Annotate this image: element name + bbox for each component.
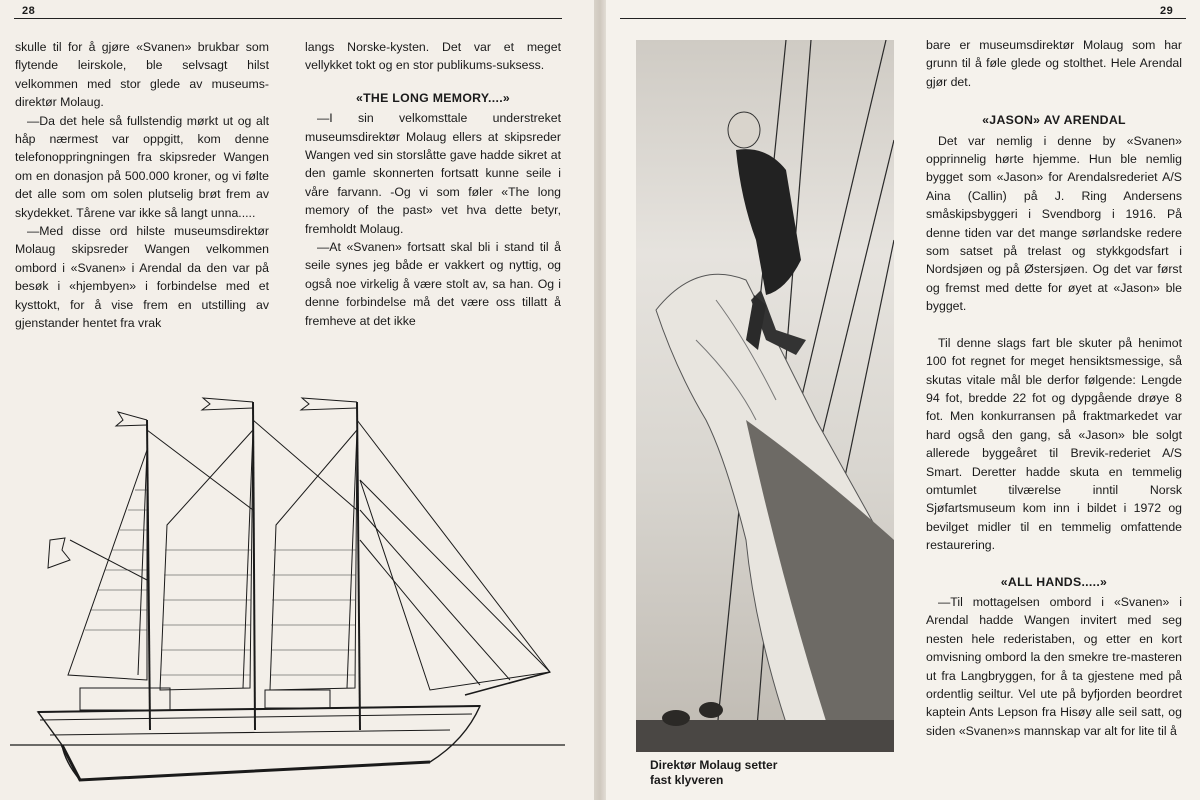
paragraph: langs Norske-kysten. Det var et meget vellykket tokt og en stor publikums-suksess. <box>305 40 561 73</box>
photo-caption <box>650 758 777 788</box>
paragraph: skulle til for å gjøre «Svanen» brukbar som flytende leirskole, ble selvsagt hilst velkommen med stor glede av museums-direktør Molaug. <box>15 40 269 110</box>
left-column-1 <box>15 38 269 333</box>
paragraph: —At «Svanen» fortsatt skal bli i stand til å seile synes jeg både er vakkert og nyttig, og også noe virkelig å være stolt av, sa han. Og i denne forbindelse må det være oss tillatt å fremheve at det ikke <box>305 240 561 328</box>
photo-illustration <box>636 40 894 752</box>
paragraph: —I sin velkomsttale understreket museumsdirektør Molaug ellers at skipsreder Wangen ved sin storslåtte gave hadde sikret at den gamle skonnerten fortsatt kunne seile i våre farvann. -Og vi som føler «The long memory of the past» vet hva dette betyr, fremholdt Molaug. <box>305 111 561 236</box>
page-number-left: 28 <box>22 5 36 17</box>
paragraph: —Til mottagelsen ombord i «Svanen» i Arendal hadde Wangen invitert med seg nesten hele rederistaben, og etter en kort omvisning ombord la den smekre tre-masteren ut fra Langbryggen, for å ta gjestene med på ordentlig seiltur. Vel ute på byfjorden beordret kaptein Ants Lepson fra Hisøy alle seil satt, og siden «Svanen»s mannskap var alt for lite til å <box>926 594 1182 738</box>
schooner-drawing <box>10 390 570 790</box>
photo-molaug-on-bowsprit <box>636 40 894 752</box>
section-heading: «JASON» AV ARENDAL <box>982 113 1126 128</box>
book-gutter <box>594 0 606 800</box>
section-heading: «THE LONG MEMORY....» <box>355 90 511 105</box>
paragraph: Det var nemlig i denne by «Svanen» opprinnelig hørte hjemme. Hun ble nemlig bygget som «Jason» for Arendalsrederiet A/S Aina (Callin) på J. Ring Andersens småskipsbyggeri i Svendborg i 1916. På denne tiden var det mange sørlandske redere som satset på trelast og stykkgodsfart i Nordsjøen og på Østersjøen. Og det var først og fremst med dette for øyet at «Jason» ble bygget. <box>926 133 1182 314</box>
left-page <box>0 0 594 800</box>
paragraph: —Da det hele så fullstendig mørkt ut og alt håp nærmest var oppgitt, kom denne telefonoppringningen fra skipsreder Wangen om en donasjon på 500.000 kroner, og vi følte det alle som om solen plutselig brøt frem av skydekket. Tårene var ikke så langt unna..... <box>15 113 269 220</box>
page-number-right: 29 <box>1160 5 1174 17</box>
header-rule <box>620 18 1186 19</box>
caption-line: fast klyveren <box>650 773 724 787</box>
paragraph: bare er museumsdirektør Molaug som har grunn til å føle glede og stolthet. Hele Arendal gjør det. <box>926 38 1182 89</box>
caption-line: Direktør Molaug setter <box>650 758 778 772</box>
section-heading: «ALL HANDS.....» <box>1000 574 1108 589</box>
right-page <box>606 0 1200 800</box>
right-column <box>926 36 1182 740</box>
paragraph: Til denne slags fart ble skuter på henimot 100 fot regnet for meget hensiktsmessige, så skutas vitale mål ble derfor følgende: Lengde 94 fot, bredde 22 fot og dypgående drøye 8 fot. Men konkurransen på fraktmarkedet var hard også den gang, så «Jason» ble solgt allerede byggeåret til Brevik-rederiet A/S Smart. Deretter hadde skuta en temmelig omtumlet tilværelse inntil Norsk Sjøfartsmuseum kom inn i bildet i 1972 og bevilget midler til en temmelig omfattende restaurering. <box>926 335 1182 553</box>
header-rule <box>14 18 562 19</box>
paragraph: —Med disse ord hilste museumsdirektør Molaug skipsreder Wangen velkommen ombord i «Svanen» i Arendal da den var på besøk i «hjembyen» i forbindelse med et kysttokt, for å vise frem en utstilling av gjenstander hentet fra vrak <box>15 224 269 331</box>
left-column-2 <box>305 38 561 330</box>
